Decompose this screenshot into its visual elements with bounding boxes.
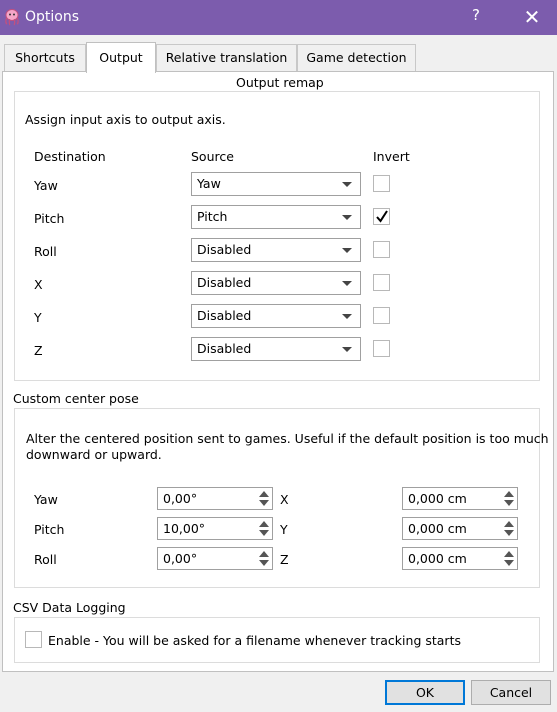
source-select-pitch[interactable] <box>191 205 361 229</box>
tab-shortcuts[interactable]: Shortcuts <box>4 44 86 72</box>
csv-enable-checkbox[interactable] <box>25 631 42 648</box>
source-select-yaw[interactable] <box>191 172 361 196</box>
tab-game-detection[interactable]: Game detection <box>297 44 416 72</box>
destination-label-z: Z <box>34 343 43 358</box>
destination-label-pitch: Pitch <box>34 211 65 226</box>
title-bar <box>0 0 557 35</box>
ok-button[interactable]: OK <box>385 680 465 705</box>
close-button[interactable]: ✕ <box>523 5 541 29</box>
destination-label-roll: Roll <box>34 244 57 259</box>
invert-checkbox-z[interactable] <box>373 340 390 357</box>
csv-enable-label[interactable]: Enable - You will be asked for a filename whenever tracking starts <box>48 633 461 648</box>
pose-label-z: Z <box>280 552 289 567</box>
spinbox-value: 0,00° <box>163 551 198 566</box>
pose-roll-spinbox[interactable] <box>157 547 273 570</box>
spin-arrows-icon[interactable] <box>503 550 515 568</box>
tab-bar <box>0 42 557 72</box>
pose-label-y: Y <box>280 522 288 537</box>
invert-checkbox-roll[interactable] <box>373 241 390 258</box>
destination-label-x: X <box>34 277 43 292</box>
source-select-value: Disabled <box>197 275 252 290</box>
invert-checkbox-y[interactable] <box>373 307 390 324</box>
source-select-value: Pitch <box>197 209 228 224</box>
invert-checkbox-yaw[interactable] <box>373 175 390 192</box>
cancel-button[interactable]: Cancel <box>471 680 551 705</box>
source-select-z[interactable] <box>191 337 361 361</box>
pose-x-spinbox[interactable] <box>402 487 518 510</box>
invert-checkbox-x[interactable] <box>373 274 390 291</box>
spin-arrows-icon[interactable] <box>258 490 270 508</box>
chevron-down-icon <box>342 281 352 286</box>
chevron-down-icon <box>342 248 352 253</box>
source-select-x[interactable] <box>191 271 361 295</box>
output-remap-description: Assign input axis to output axis. <box>25 112 226 127</box>
source-select-value: Disabled <box>197 242 252 257</box>
pose-z-spinbox[interactable] <box>402 547 518 570</box>
output-remap-title: Output remap <box>236 75 324 90</box>
chevron-down-icon <box>342 182 352 187</box>
tab-relative-translation[interactable]: Relative translation <box>156 44 297 72</box>
spin-arrows-icon[interactable] <box>258 550 270 568</box>
chevron-down-icon <box>342 215 352 220</box>
tab-output[interactable]: Output <box>86 42 156 73</box>
pose-pitch-spinbox[interactable] <box>157 517 273 540</box>
center-pose-description-line1: Alter the centered position sent to games. Useful if the default position is too much <box>26 431 549 446</box>
destination-header: Destination <box>34 149 106 164</box>
octopus-icon <box>3 8 21 26</box>
pose-yaw-spinbox[interactable] <box>157 487 273 510</box>
center-pose-description-line2: downward or upward. <box>26 447 162 462</box>
center-pose-title: Custom center pose <box>13 391 139 406</box>
source-header: Source <box>191 149 234 164</box>
chevron-down-icon <box>342 314 352 319</box>
source-select-value: Disabled <box>197 341 252 356</box>
source-select-value: Yaw <box>197 176 221 191</box>
spinbox-value: 10,00° <box>163 521 206 536</box>
invert-checkbox-pitch[interactable] <box>373 208 390 225</box>
spinbox-value: 0,000 cm <box>408 551 467 566</box>
pose-y-spinbox[interactable] <box>402 517 518 540</box>
invert-header: Invert <box>373 149 410 164</box>
destination-label-yaw: Yaw <box>34 178 58 193</box>
spin-arrows-icon[interactable] <box>258 520 270 538</box>
destination-label-y: Y <box>34 310 42 325</box>
source-select-value: Disabled <box>197 308 252 323</box>
spinbox-value: 0,000 cm <box>408 521 467 536</box>
spinbox-value: 0,00° <box>163 491 198 506</box>
checkmark-icon <box>375 209 389 224</box>
csv-logging-title: CSV Data Logging <box>13 600 126 615</box>
pose-label-pitch: Pitch <box>34 522 65 537</box>
source-select-y[interactable] <box>191 304 361 328</box>
window-title: Options <box>25 9 80 25</box>
pose-label-yaw: Yaw <box>34 492 58 507</box>
spin-arrows-icon[interactable] <box>503 520 515 538</box>
help-button[interactable]: ? <box>472 6 480 24</box>
spinbox-value: 0,000 cm <box>408 491 467 506</box>
pose-label-roll: Roll <box>34 552 57 567</box>
chevron-down-icon <box>342 347 352 352</box>
pose-label-x: X <box>280 492 289 507</box>
spin-arrows-icon[interactable] <box>503 490 515 508</box>
source-select-roll[interactable] <box>191 238 361 262</box>
